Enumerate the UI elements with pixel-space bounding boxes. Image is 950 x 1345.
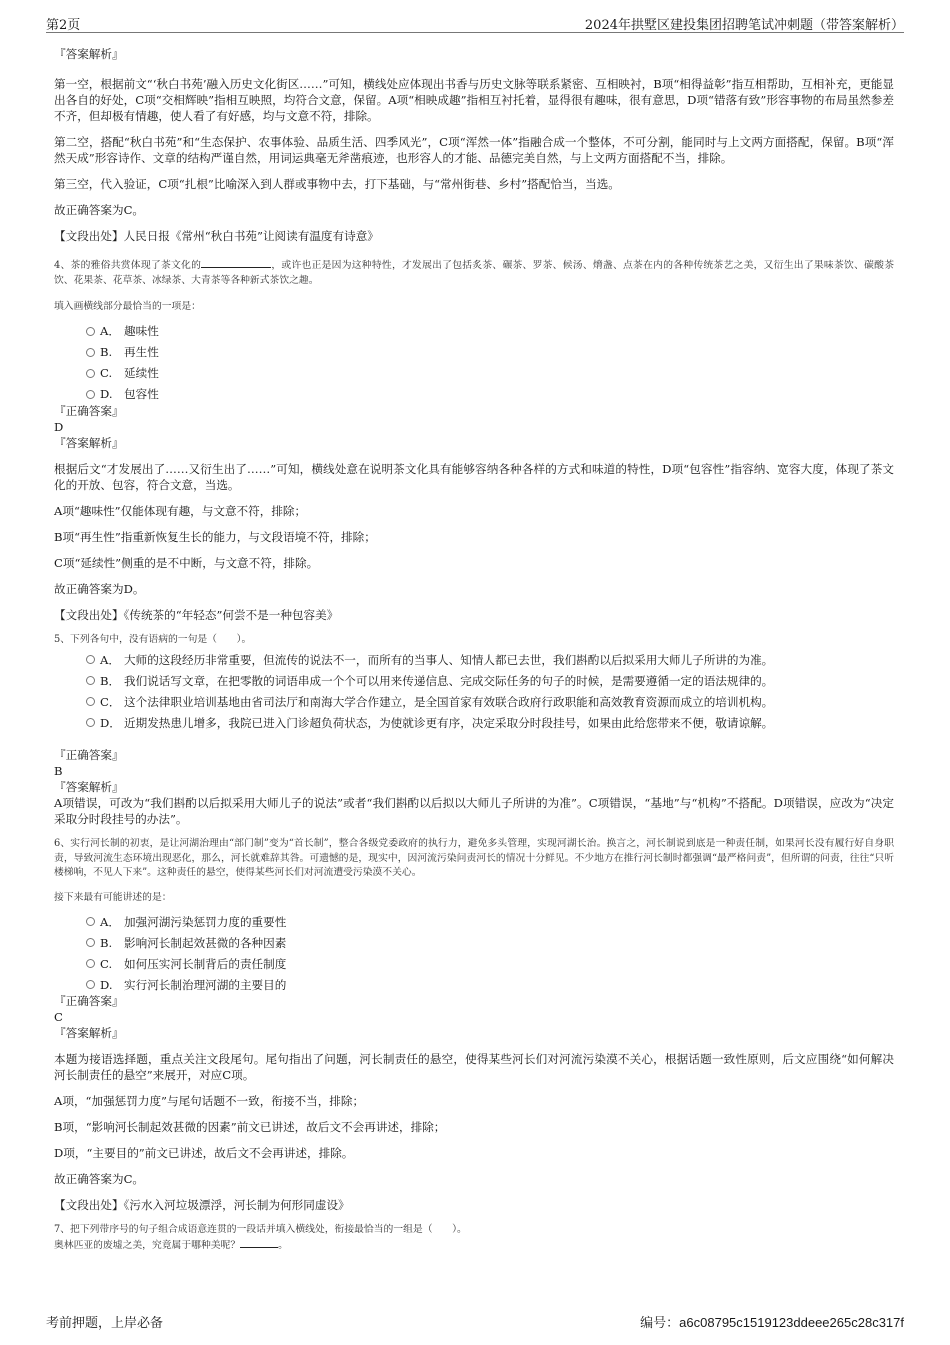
analysis-paragraph: D项，“主要目的”前文已讲述，故后文不会再讲述，排除。 — [54, 1146, 354, 1160]
option-d[interactable]: D． 近期发热患儿增多，我院已进入门诊超负荷状态，为使就诊更有序，决定采取分时段挂号，如果由此给您带来不便，敬请谅解。 — [54, 712, 894, 733]
radio-button[interactable] — [86, 697, 95, 706]
radio-button[interactable] — [86, 959, 95, 968]
question-stem-part: ，或许也正是因为这种特性，才发展出了包括炙茶、碾茶、罗茶、候汤、熁盏、点茶在内的各种传统茶艺之美，又衍生出了果味茶饮、碳酸茶饮、花果茶、花草茶、冰绿茶、大青茶等各种新式茶饮之趣。 — [54, 260, 895, 286]
analysis-paragraph: 本题为接语选择题，重点关注文段尾句。尾句指出了问题，河长制责任的悬空，使得某些河长们对河流污染漠不关心，根据话题一致性原则，后文应围绕“如何解决河长制责任的悬空”来展开，对应C项。 — [54, 1052, 894, 1082]
question-stem — [54, 258, 894, 288]
option-a[interactable]: A． 大师的这段经历非常重要，但流传的说法不一，而所有的当事人、知情人都已去世，我们斟酌以后拟采用大师儿子所讲的为准。 — [54, 649, 894, 670]
document-title: 2024年拱墅区建投集团招聘笔试冲刺题（带答案解析） — [584, 18, 904, 33]
correct-answer-value: D — [54, 419, 64, 434]
analysis-heading: 『答案解析』 — [54, 47, 124, 61]
question-stem: 7、把下列带序号的句子组合成语意连贯的一段话并填入横线处，衔接最恰当的一组是（ ）。 — [54, 1224, 467, 1235]
option-a[interactable]: A． 加强河湖污染惩罚力度的重要性 — [54, 911, 894, 932]
footer-slogan: 考前押题，上岸必备 — [46, 1316, 164, 1331]
fill-blank-line — [201, 258, 271, 268]
analysis-heading: 『答案解析』 — [54, 780, 124, 794]
radio-button[interactable] — [86, 917, 95, 926]
correct-answer-value: C — [54, 1010, 63, 1024]
option-list — [54, 911, 894, 995]
question-stem-part: 4、茶的雅俗共赏体现了茶文化的 — [54, 260, 202, 271]
analysis-heading: 『答案解析』 — [54, 1026, 124, 1040]
correct-answer-label: 『正确答案』 — [54, 403, 124, 418]
analysis-conclusion: 故正确答案为C。 — [54, 203, 145, 217]
option-b[interactable]: B. 影响河长制起效甚微的各种因素 — [54, 932, 894, 953]
analysis-paragraph: C项“延续性”侧重的是不中断，与文意不符，排除。 — [54, 555, 319, 570]
option-c[interactable]: C． 这个法律职业培训基地由省司法厅和南海大学合作建立，是全国首家有效联合政府行政职能和高效教育资源而成立的培训机构。 — [54, 691, 894, 712]
radio-button[interactable] — [86, 655, 95, 664]
question-stem: 5、下列各句中，没有语病的一句是（ ）。 — [54, 633, 252, 645]
fill-blank-line — [240, 1238, 278, 1248]
analysis-paragraph: 第三空，代入验证，C项“扎根”比喻深入到人群或事物中去，打下基础，与“常州街巷、乡村”搭配恰当，当选。 — [54, 177, 620, 191]
analysis-paragraph: 第二空，搭配“秋白书苑”和“生态保护、农事体验、品质生活、四季风光”，C项“浑然一体”指融合成一个整体，不可分割，能同时与上文两方面搭配，保留。B项“浑然天成”形容诗作、文章的结构严谨自然，用词运典毫无斧凿痕迹，也形容人的才能、品德完美自然，与上文两方面搭配不当，排除。 — [54, 135, 894, 165]
option-c[interactable]: C. 延续性 — [54, 363, 894, 384]
analysis-conclusion: 故正确答案为D。 — [54, 581, 145, 596]
radio-button[interactable] — [86, 369, 95, 378]
analysis-paragraph: A项“趣味性”仅能体现有趣，与文意不符，排除； — [54, 503, 307, 518]
question-stem-line: 奥林匹亚的废墟之美，究竟属于哪种美呢？ 。 — [54, 1239, 288, 1251]
source-citation: 【文段出处】《传统茶的“年轻态”何尝不是一种包容美》 — [54, 607, 339, 622]
question-stem: 6、实行河长制的初衷，是让河湖治理由“部门制”变为“首长制”，整合各级党委政府的执行力，避免多头管理，实现河湖长治。换言之，河长制说到底是一种责任制，如果河长没有履行好自身职责，导致河流生态环境出现恶化，那么，河长就难辞其咎。可遗憾的是，现实中，因河流污染问责河长的情况十分鲜见。不少地方在推行河长制时都强调“最严格问责”，但所谓的问责，往往“只听楼梯响，不见人下来”。这种责任的悬空，使得某些河长们对河流遭受污染漠不关心。 — [54, 838, 894, 878]
document-id: 编号：a6c08795c1519123ddeee265c28c317f — [640, 1315, 904, 1330]
correct-answer-label: 『正确答案』 — [54, 748, 124, 762]
source-citation: 【文段出处】人民日报《常州“秋白书苑”让阅读有温度有诗意》 — [54, 229, 379, 243]
radio-button[interactable] — [86, 676, 95, 685]
analysis-paragraph: A项，“加强惩罚力度”与尾句话题不一致，衔接不当，排除； — [54, 1094, 365, 1108]
option-a[interactable]: A． 趣味性 — [54, 321, 894, 342]
page-header — [46, 12, 904, 33]
analysis-paragraph: 根据后文“才发展出了……又衍生出了……”可知，横线处意在说明茶文化具有能够容纳各种各样的方式和味道的特性，D项“包容性”指容纳、宽容大度，体现了茶文化的开放、包容，符合文意，当选。 — [54, 461, 894, 492]
option-d[interactable]: D. 包容性 — [54, 384, 894, 405]
option-c[interactable]: C. 如何压实河长制背后的责任制度 — [54, 953, 894, 974]
option-b[interactable]: B． 我们说话写文章，在把零散的词语串成一个个可以用来传递信息、完成交际任务的句子的时候，是需要遵循一定的语法规律的。 — [54, 670, 894, 691]
source-citation: 【文段出处】《污水入河垃圾漂浮，河长制为何形同虚设》 — [54, 1198, 350, 1212]
option-b[interactable]: B. 再生性 — [54, 342, 894, 363]
analysis-paragraph: B项“再生性”指重新恢复生长的能力，与文段语境不符，排除； — [54, 529, 376, 544]
analysis-heading: 『答案解析』 — [54, 435, 124, 450]
correct-answer-value: B — [54, 764, 63, 778]
analysis-conclusion: 故正确答案为C。 — [54, 1172, 145, 1186]
radio-button[interactable] — [86, 938, 95, 947]
correct-answer-label: 『正确答案』 — [54, 994, 124, 1008]
page-number: 第2页 — [46, 18, 81, 33]
radio-button[interactable] — [86, 390, 95, 399]
analysis-paragraph: 第一空，根据前文“‘秋白书苑’融入历史文化街区……”可知，横线处应体现出书香与历史文脉等联系紧密、互相映衬，B项“相得益彰”指互相帮助，互相补充，更能显出各自的好处，C项“交相辉映”指相互映照，均符合文意，保留。A项“相映成趣”指相互衬托着，显得很有趣味，很有意思，D项“错落有致”形容事物的布局虽然参差不齐，但却极有情趣，使人看了有好感，均与文意不符，排除。 — [54, 77, 894, 123]
analysis-paragraph: A项错误，可改为“我们斟酌以后拟采用大师儿子的说法”或者“我们斟酌以后拟以大师儿子所讲的为准”。C项错误，“基地”与“机构”不搭配。D项错误，应改为“决定采取分时段挂号的办法”。 — [54, 796, 894, 826]
page-content — [54, 44, 894, 1253]
question-prompt: 接下来最有可能讲述的是： — [54, 891, 172, 903]
radio-button[interactable] — [86, 980, 95, 989]
option-list — [54, 321, 894, 405]
option-list — [54, 649, 894, 733]
radio-button[interactable] — [86, 327, 95, 336]
radio-button[interactable] — [86, 718, 95, 727]
analysis-paragraph: B项，“影响河长制起效甚微的因素”前文已讲述，故后文不会再讲述，排除； — [54, 1120, 446, 1134]
radio-button[interactable] — [86, 348, 95, 357]
option-d[interactable]: D. 实行河长制治理河湖的主要目的 — [54, 974, 894, 995]
question-prompt: 填入画横线部分最恰当的一项是： — [54, 301, 201, 312]
